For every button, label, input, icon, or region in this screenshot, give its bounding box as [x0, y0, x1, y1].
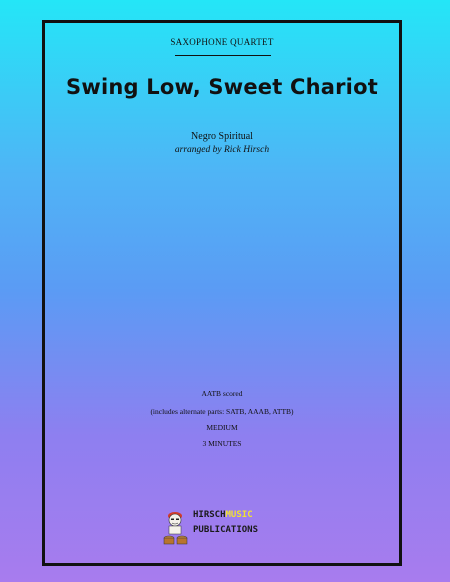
arranger-label: arranged by Rick Hirsch [174, 145, 270, 155]
alternate-parts-label: (includes alternate parts: SATB, AAAB, ATTB) [150, 407, 294, 416]
publisher-name: HIRSCHMUSIC [193, 510, 253, 520]
origin-label: Negro Spiritual [191, 131, 253, 142]
scoring-label: AATB scored [201, 389, 243, 398]
duration-label: 3 MINUTES [202, 439, 242, 448]
drummer-mascot-icon [163, 506, 193, 546]
publisher-line2: PUBLICATIONS [193, 525, 259, 535]
category-label: SAXOPHONE QUARTET [170, 37, 274, 47]
page-title: Swing Low, Sweet Chariot [66, 75, 378, 99]
divider [175, 55, 271, 56]
publisher-logo [163, 506, 287, 546]
cover-frame [42, 20, 402, 566]
difficulty-label: MEDIUM [206, 423, 238, 432]
